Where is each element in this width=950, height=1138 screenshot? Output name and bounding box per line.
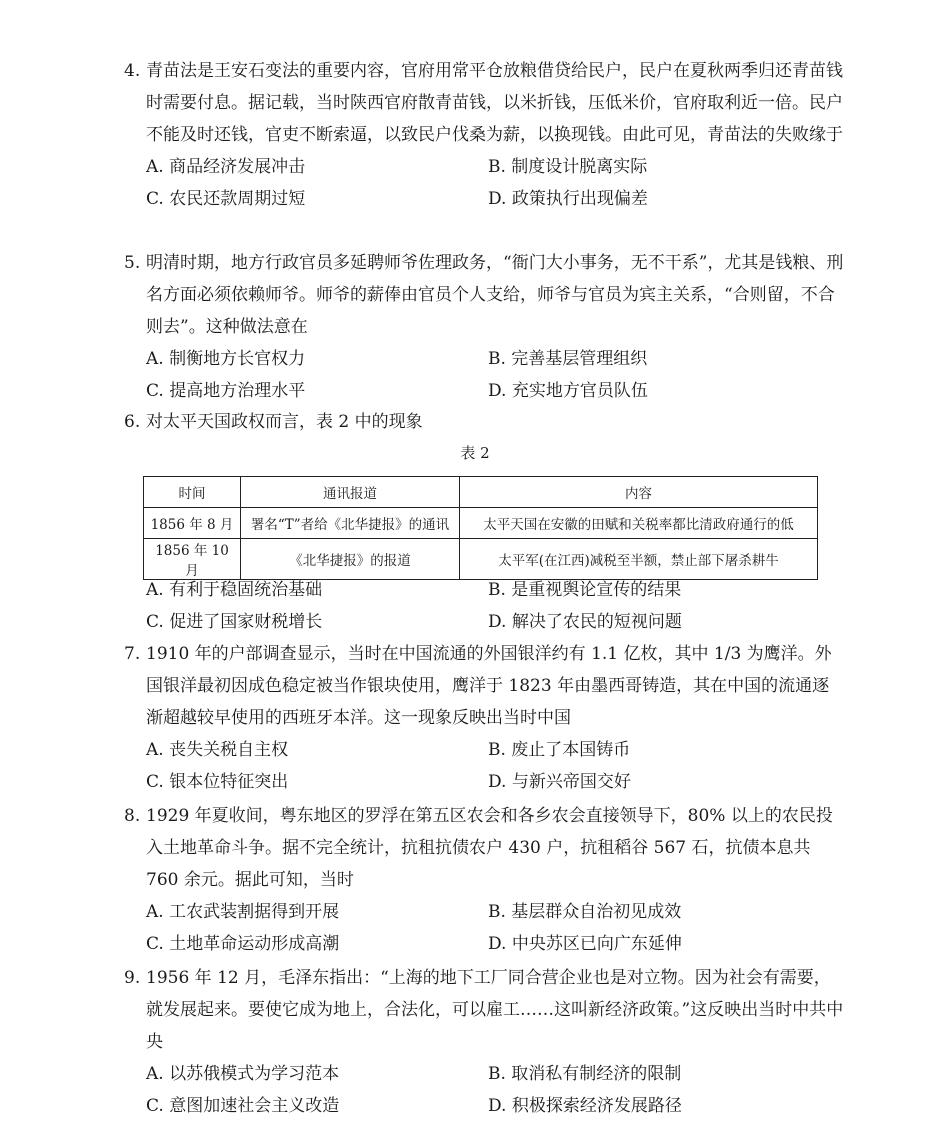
option-a[interactable]: A. 工农武装割据得到开展 (146, 902, 340, 922)
option-b[interactable]: B. 取消私有制经济的限制 (488, 1064, 682, 1084)
option-b[interactable]: B. 废止了本国铸币 (488, 740, 631, 760)
option-b[interactable]: B. 制度设计脱离实际 (488, 157, 648, 177)
question-stem: 1929 年夏收间，粤东地区的罗浮在第五区农会和各乡农会直接领导下，80% 以上的农民投入土地革命斗争。据不完全统计，抗租抗债农户 430 户，抗租稻谷 567 石，抗债本息共 760 余元。据此可知，当时 (146, 806, 833, 890)
option-a[interactable]: A. 以苏俄模式为学习范本 (146, 1064, 340, 1084)
option-a[interactable]: A. 有利于稳固统治基础 (146, 580, 323, 600)
option-d[interactable]: D. 解决了农民的短视问题 (488, 612, 682, 632)
question-7 (124, 638, 844, 798)
table-row (144, 508, 818, 539)
question-stem: 对太平天国政权而言，表 2 中的现象 (146, 412, 423, 432)
option-c[interactable]: C. 意图加速社会主义改造 (146, 1096, 340, 1116)
table-header-cell: 时间 (144, 477, 241, 508)
question-6 (124, 406, 844, 438)
table-2 (143, 476, 818, 580)
table-header-row (144, 477, 818, 508)
table-cell: 1856 年 10 月 (144, 539, 241, 580)
question-stem: 1956 年 12 月，毛泽东指出：“上海的地下工厂同合营企业也是对立物。因为社会有需要，就发展起来。要使它成为地上，合法化，可以雇工……这叫新经济政策。”这反映出当时中共中央 (146, 968, 844, 1052)
question-4 (124, 55, 844, 215)
option-a[interactable]: A. 商品经济发展冲击 (146, 157, 306, 177)
table-caption: 表 2 (460, 444, 490, 462)
question-number: 8. (124, 806, 141, 826)
table-cell: 《北华捷报》的报道 (241, 539, 460, 580)
table-cell: 太平天国在安徽的田赋和关税率都比清政府通行的低 (460, 508, 818, 539)
option-c[interactable]: C. 促进了国家财税增长 (146, 612, 323, 632)
option-c[interactable]: C. 农民还款周期过短 (146, 189, 306, 209)
question-5 (124, 247, 844, 407)
question-stem: 明清时期，地方行政官员多延聘师爷佐理政务，“衙门大小事务，无不干系”，尤其是钱粮、刑名方面必须依赖师爷。师爷的薪俸由官员个人支给，师爷与官员为宾主关系，“合则留，不合则去”。这种做法意在 (146, 253, 844, 337)
question-number: 9. (124, 968, 141, 988)
option-d[interactable]: D. 中央苏区已向广东延伸 (488, 934, 682, 954)
question-stem: 青苗法是王安石变法的重要内容，官府用常平仓放粮借贷给民户，民户在夏秋两季归还青苗钱时需要付息。据记载，当时陕西官府散青苗钱，以米折钱，压低米价，官府取利近一倍。民户不能及时还钱，官吏不断索逼，以致民户伐桑为薪，以换现钱。由此可见，青苗法的失败缘于 (146, 61, 843, 145)
option-d[interactable]: D. 与新兴帝国交好 (488, 772, 631, 792)
question-8 (124, 800, 844, 960)
option-a[interactable]: A. 制衡地方长官权力 (146, 349, 306, 369)
question-6-options (124, 574, 844, 638)
option-b[interactable]: B. 是重视舆论宣传的结果 (488, 580, 682, 600)
table-header-cell: 通讯报道 (241, 477, 460, 508)
table-cell: 太平军(在江西)减税至半额，禁止部下屠杀耕牛 (460, 539, 818, 580)
table-cell: 1856 年 8 月 (144, 508, 241, 539)
option-d[interactable]: D. 充实地方官员队伍 (488, 381, 648, 401)
option-d[interactable]: D. 政策执行出现偏差 (488, 189, 648, 209)
option-c[interactable]: C. 银本位特征突出 (146, 772, 289, 792)
question-number: 7. (124, 644, 141, 664)
table-cell: 署名“T”者给《北华捷报》的通讯 (241, 508, 460, 539)
question-number: 4. (124, 61, 141, 81)
question-9 (124, 962, 844, 1122)
question-stem: 1910 年的户部调查显示，当时在中国流通的外国银洋约有 1.1 亿枚，其中 1/3 为鹰洋。外国银洋最初因成色稳定被当作银块使用，鹰洋于 1823 年由墨西哥铸造，其在中国的流通逐渐超越较早使用的西班牙本洋。这一现象反映出当时中国 (146, 644, 832, 728)
table-header-cell: 内容 (460, 477, 818, 508)
option-c[interactable]: C. 土地革命运动形成高潮 (146, 934, 340, 954)
question-number: 6. (124, 412, 141, 432)
option-a[interactable]: A. 丧失关税自主权 (146, 740, 289, 760)
option-c[interactable]: C. 提高地方治理水平 (146, 381, 306, 401)
question-number: 5. (124, 253, 141, 273)
option-d[interactable]: D. 积极探索经济发展路径 (488, 1096, 682, 1116)
option-b[interactable]: B. 基层群众自治初见成效 (488, 902, 682, 922)
option-b[interactable]: B. 完善基层管理组织 (488, 349, 648, 369)
